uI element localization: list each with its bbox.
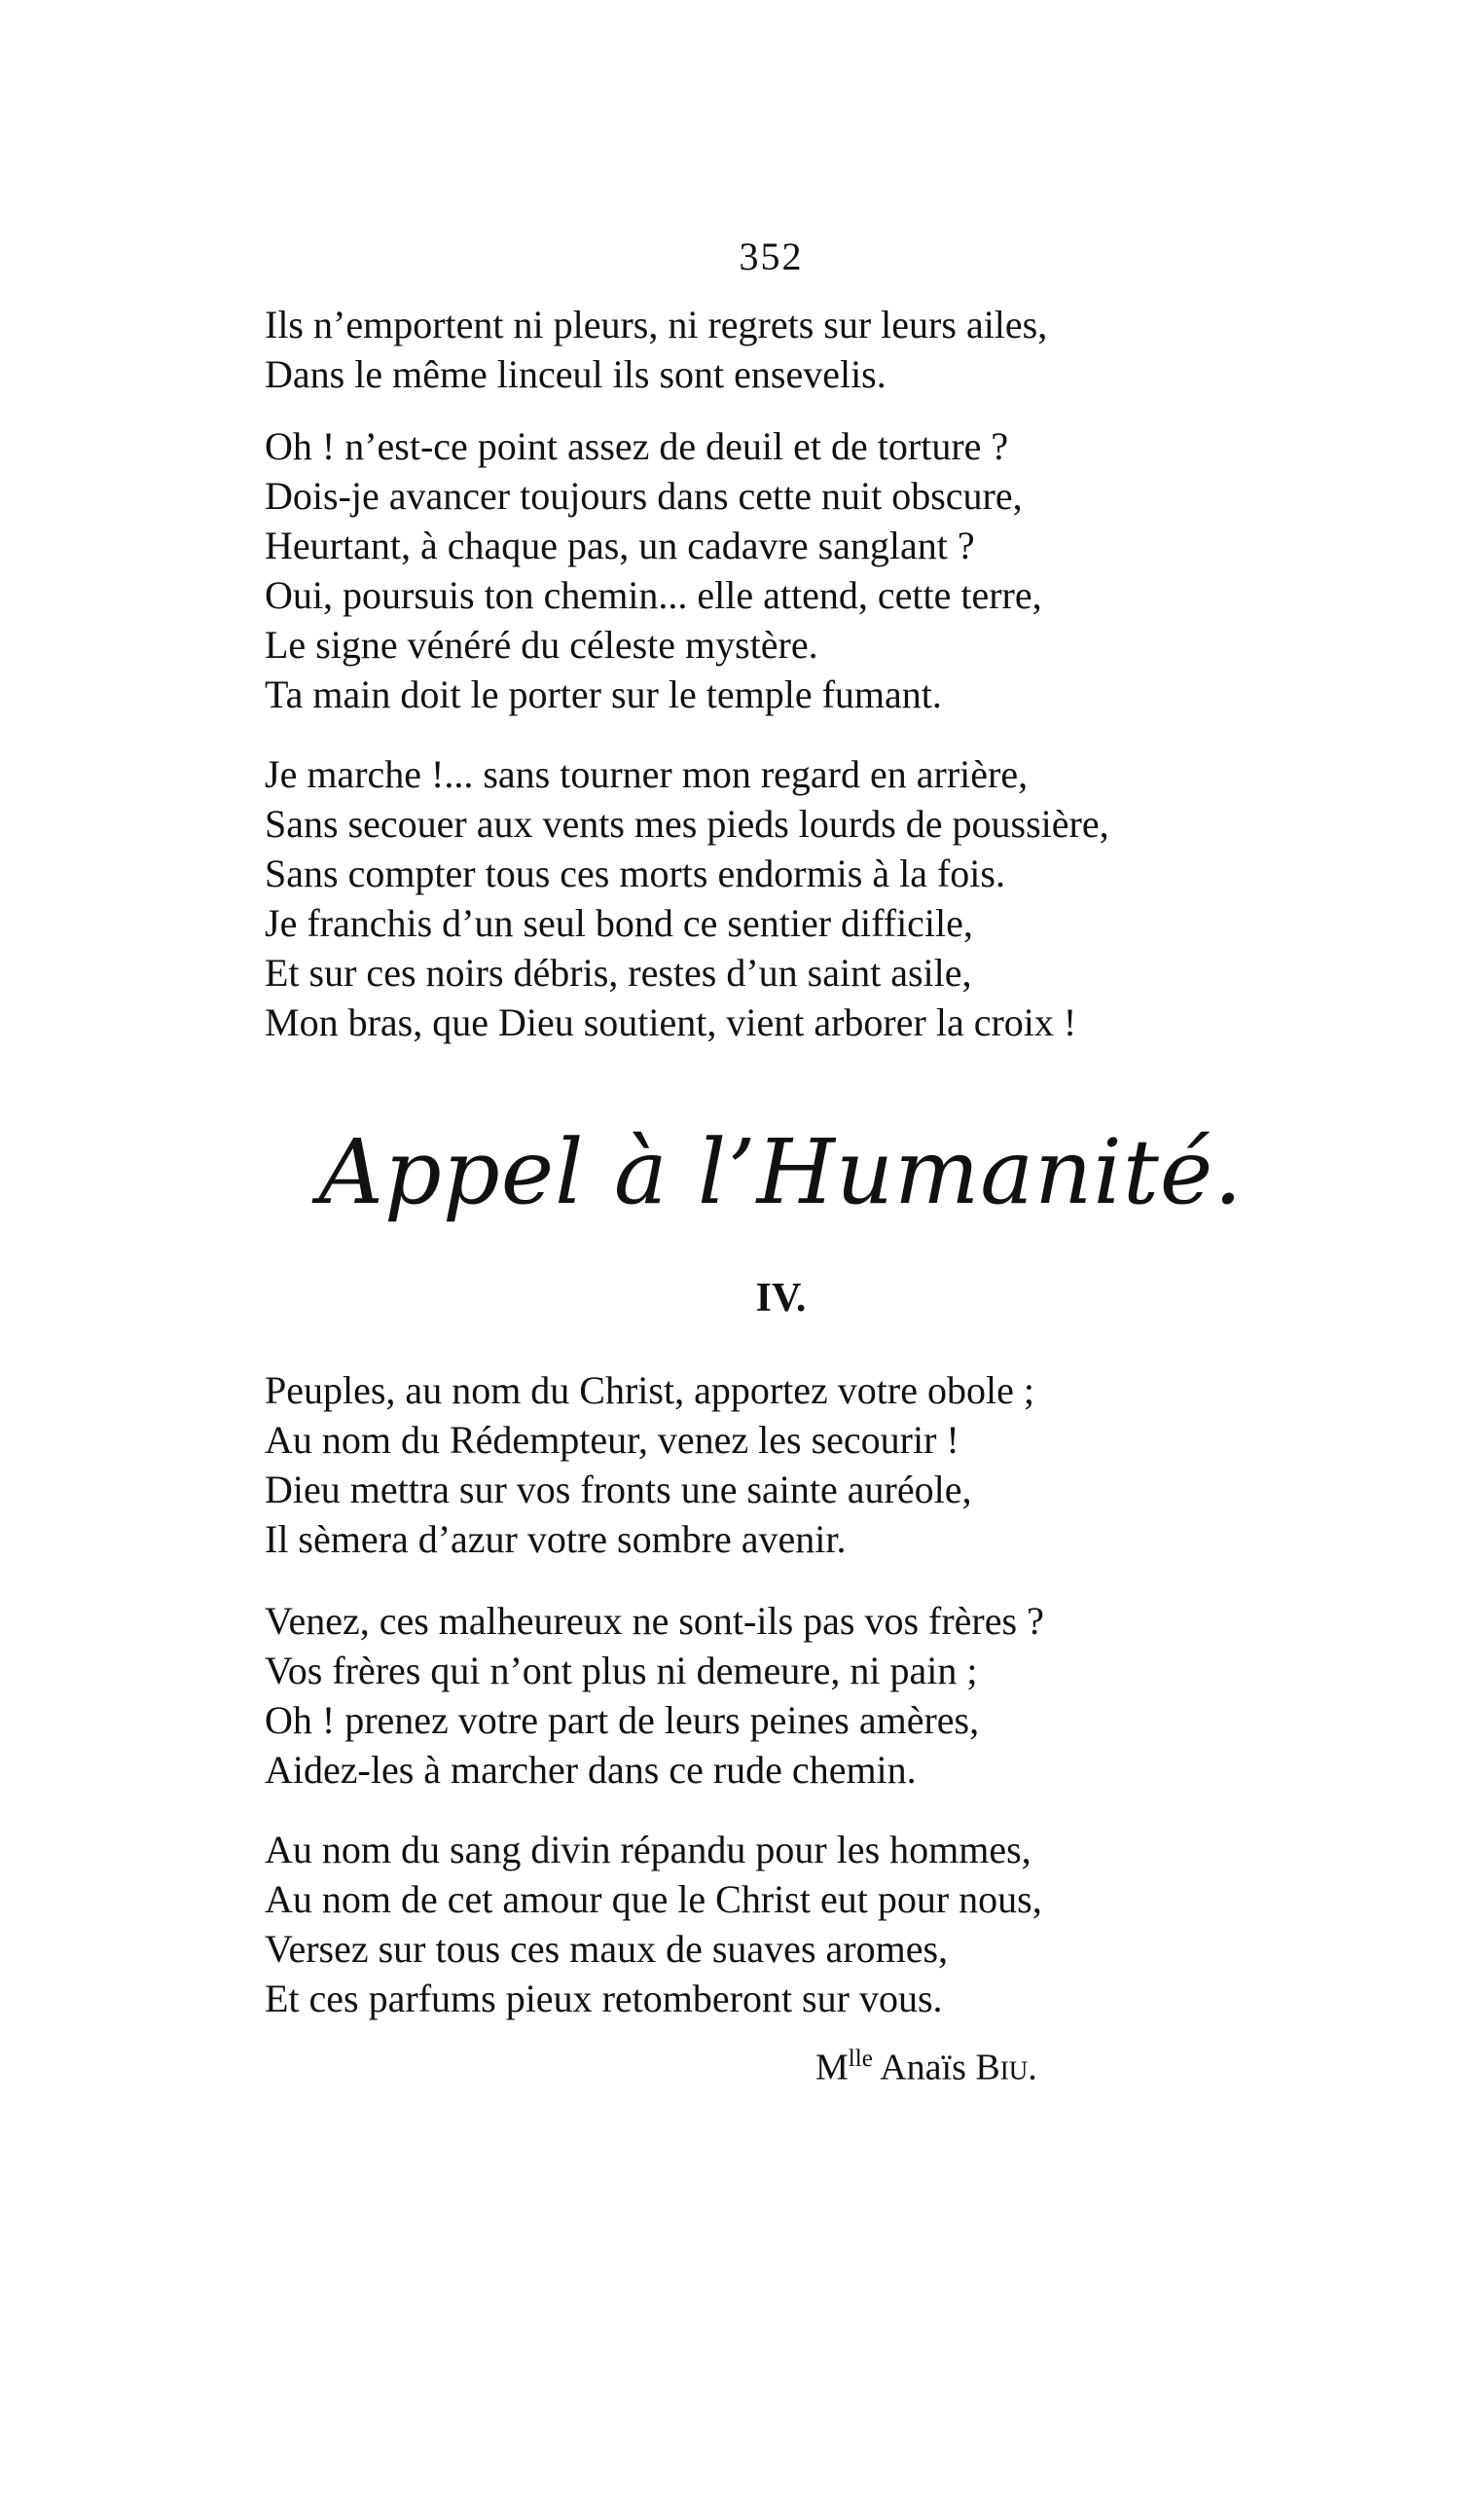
verse-line: Le signe vénéré du céleste mystère. <box>265 623 818 667</box>
verse-line: Oh ! n’est-ce point assez de deuil et de torture ? <box>265 424 1009 468</box>
verse-line: Dois-je avancer toujours dans cette nuit obscure, <box>265 474 1023 518</box>
stanza <box>265 421 1238 719</box>
verse-line: Sans secouer aux vents mes pieds lourds de poussière, <box>265 802 1109 846</box>
poem-title: Appel à l’Humanité. <box>318 1120 1244 1224</box>
verse-line: Au nom de cet amour que le Christ eut pour nous, <box>265 1877 1042 1921</box>
verse-line: Et ces parfums pieux retomberont sur vous. <box>265 1977 943 2020</box>
page-number: 352 <box>739 235 804 278</box>
verse-line: Mon bras, que Dieu soutient, vient arborer la croix ! <box>265 1000 1077 1044</box>
verse-line: Je franchis d’un seul bond ce sentier difficile, <box>265 901 973 945</box>
signature-superscript: lle <box>848 2046 873 2072</box>
verse-line: Au nom du Rédempteur, venez les secourir ! <box>265 1418 959 1462</box>
verse-line: Heurtant, à chaque pas, un cadavre sanglant ? <box>265 524 975 567</box>
stanza <box>265 1825 1238 2023</box>
verse-line: Dieu mettra sur vos fronts une sainte auréole, <box>265 1468 972 1511</box>
stanza <box>265 1596 1238 1795</box>
verse-line: Ils n’emportent ni pleurs, ni regrets sur leurs ailes, <box>265 303 1048 346</box>
verse-line: Vos frères qui n’ont plus ni demeure, ni pain ; <box>265 1649 978 1692</box>
verse-line: Aidez-les à marcher dans ce rude chemin. <box>265 1748 917 1792</box>
stanza <box>265 749 1238 1047</box>
verse-line: Oh ! prenez votre part de leurs peines amères, <box>265 1698 980 1742</box>
verse-line: Sans compter tous ces morts endormis à la fois. <box>265 852 1005 895</box>
verse-line: Dans le même linceul ils sont ensevelis. <box>265 352 887 396</box>
verse-line: Je marche !... sans tourner mon regard en arrière, <box>265 752 1029 796</box>
signature-surname: Biu. <box>975 2047 1037 2088</box>
verse-line: Venez, ces malheureux ne sont-ils pas vos frères ? <box>265 1599 1044 1643</box>
verse-line: Oui, poursuis ton chemin... elle attend, cette terre, <box>265 573 1042 617</box>
verse-line: Peuples, au nom du Christ, apportez votre obole ; <box>265 1368 1034 1412</box>
signature-name: Anaïs <box>880 2047 966 2088</box>
stanza <box>265 300 1238 399</box>
author-signature <box>815 2046 1037 2089</box>
stanza <box>265 1365 1238 1564</box>
verse-line: Il sèmera d’azur votre sombre avenir. <box>265 1517 847 1561</box>
verse-line: Versez sur tous ces maux de suaves aromes, <box>265 1927 949 1971</box>
section-number: IV. <box>755 1276 807 1321</box>
verse-line: Au nom du sang divin répandu pour les hommes, <box>265 1828 1032 1871</box>
verse-line: Et sur ces noirs débris, restes d’un saint asile, <box>265 951 972 995</box>
verse-line: Ta main doit le porter sur le temple fumant. <box>265 672 942 716</box>
signature-prefix: M <box>815 2047 849 2088</box>
